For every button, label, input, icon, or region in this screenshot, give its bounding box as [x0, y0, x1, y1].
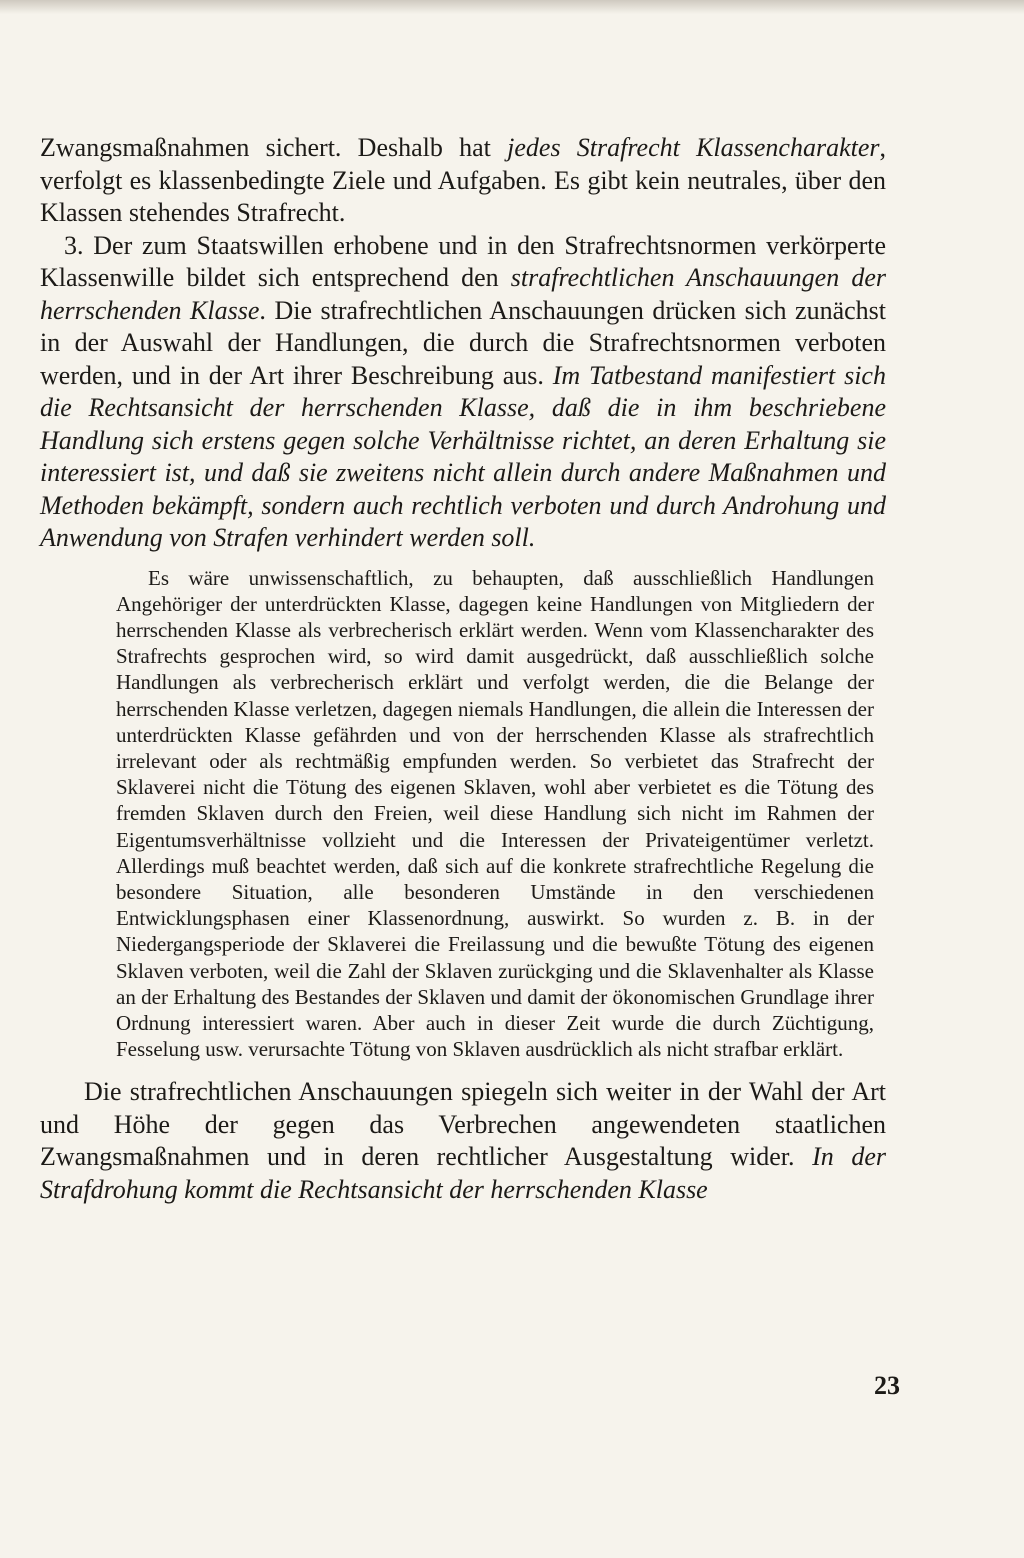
text-run: 3. Der zum Staatswillen erhobene und in den Strafrechtsnormen verkörperte Klassenwille bildet sich entsprechend den: [40, 230, 886, 292]
page-number: 23: [874, 1371, 900, 1400]
paragraph-closing: [40, 1076, 886, 1206]
italic-emphasis: strafrechtlichen Anschauungen der herrschenden Klasse: [40, 263, 886, 325]
italic-emphasis: In der Strafdrohung kommt die Rechtsansicht der herrschenden Klasse: [40, 1142, 886, 1204]
text-run: . Die strafrechtlichen Anschauungen drücken sich zunächst in der Auswahl der Handlungen, die durch die Strafrechtsnormen verboten werden, und in der Art ihrer Beschreibung aus.: [40, 295, 887, 390]
paragraph-section-3: [40, 230, 886, 555]
italic-emphasis: Im Tatbestand manifestiert sich die Rechtsansicht der herrschenden Klasse, daß die in ihm beschriebene Handlung sich erstens gegen solche Verhältnisse richtet, an deren Erhaltung sie interessiert ist, und daß sie zweitens nicht allein durch andere Maßnahmen und Methoden bekämpft, sondern auch rechtlich verboten und durch Androhung und Anwendung von Strafen verhindert werden soll.: [40, 360, 886, 552]
text-run: Zwangsmaßnahmen sichert. Deshalb hat: [40, 133, 508, 162]
small-print-paragraph: Es wäre unwissenschaftlich, zu behaupten, daß ausschließlich Handlungen Angehöriger der unterdrückten Klasse, dagegen keine Handlungen von Mitgliedern der herrschenden Klasse als verbrecherisch erklärt werden. Wenn vom Klassencharakter des Strafrechts gesprochen wird, so wird damit ausgedrückt, daß ausschließlich solche Handlungen als verbrecherisch erklärt und verfolgt werden, die die Belange der herrschenden Klasse verletzen, dagegen niemals Handlungen, die allein die Interessen der unterdrückten Klasse gefährden und von der herrschenden Klasse als strafrechtlich irrelevant oder als rechtmäßig empfunden werden. So verbietet das Strafrecht der Sklaverei nicht die Tötung des eigenen Sklaven, wohl aber verbietet es die Tötung des fremden Sklaven durch den Freien, weil diese Handlung sich nicht im Rahmen der Eigentumsverhältnisse vollzieht und die Interessen der Privateigentümer verletzt. Allerdings muß beachtet werden, daß sich auf die konkrete strafrechtliche Regelung die besondere Situation, alle besonderen Umstände in den verschiedenen Entwicklungsphasen einer Klassenordnung, auswirkt. So wurden z. B. in der Niedergangsperiode der Sklaverei die Freilassung und die bewußte Tötung des eigenen Sklaven verboten, weil die Zahl der Sklaven zurückging und die Sklavenhalter als Klasse an der Erhaltung des Bestandes der Sklaven und damit der ökonomischen Grundlage ihrer Ordnung interessiert waren. Aber auch in dieser Zeit wurde die durch Züchtigung, Fesselung usw. verursachte Tötung von Sklaven ausdrücklich als nicht strafbar erklärt.: [116, 565, 874, 1062]
paragraph-continuation: [40, 132, 886, 230]
text-run: Die strafrechtlichen Anschauungen spiegeln sich weiter in der Wahl der Art und Höhe der gegen das Verbrechen angewendeten staatlichen Zwangsmaßnahmen und in deren rechtlicher Ausgestaltung wider.: [40, 1077, 886, 1172]
body-text: [40, 132, 886, 1206]
text-run: , verfolgt es klassenbedingte Ziele und Aufgaben. Es gibt kein neutrales, über den Klassen stehendes Strafrecht.: [40, 133, 886, 227]
italic-emphasis: jedes Strafrecht Klassencharakter: [507, 133, 880, 162]
scan-edge: [0, 0, 1024, 14]
